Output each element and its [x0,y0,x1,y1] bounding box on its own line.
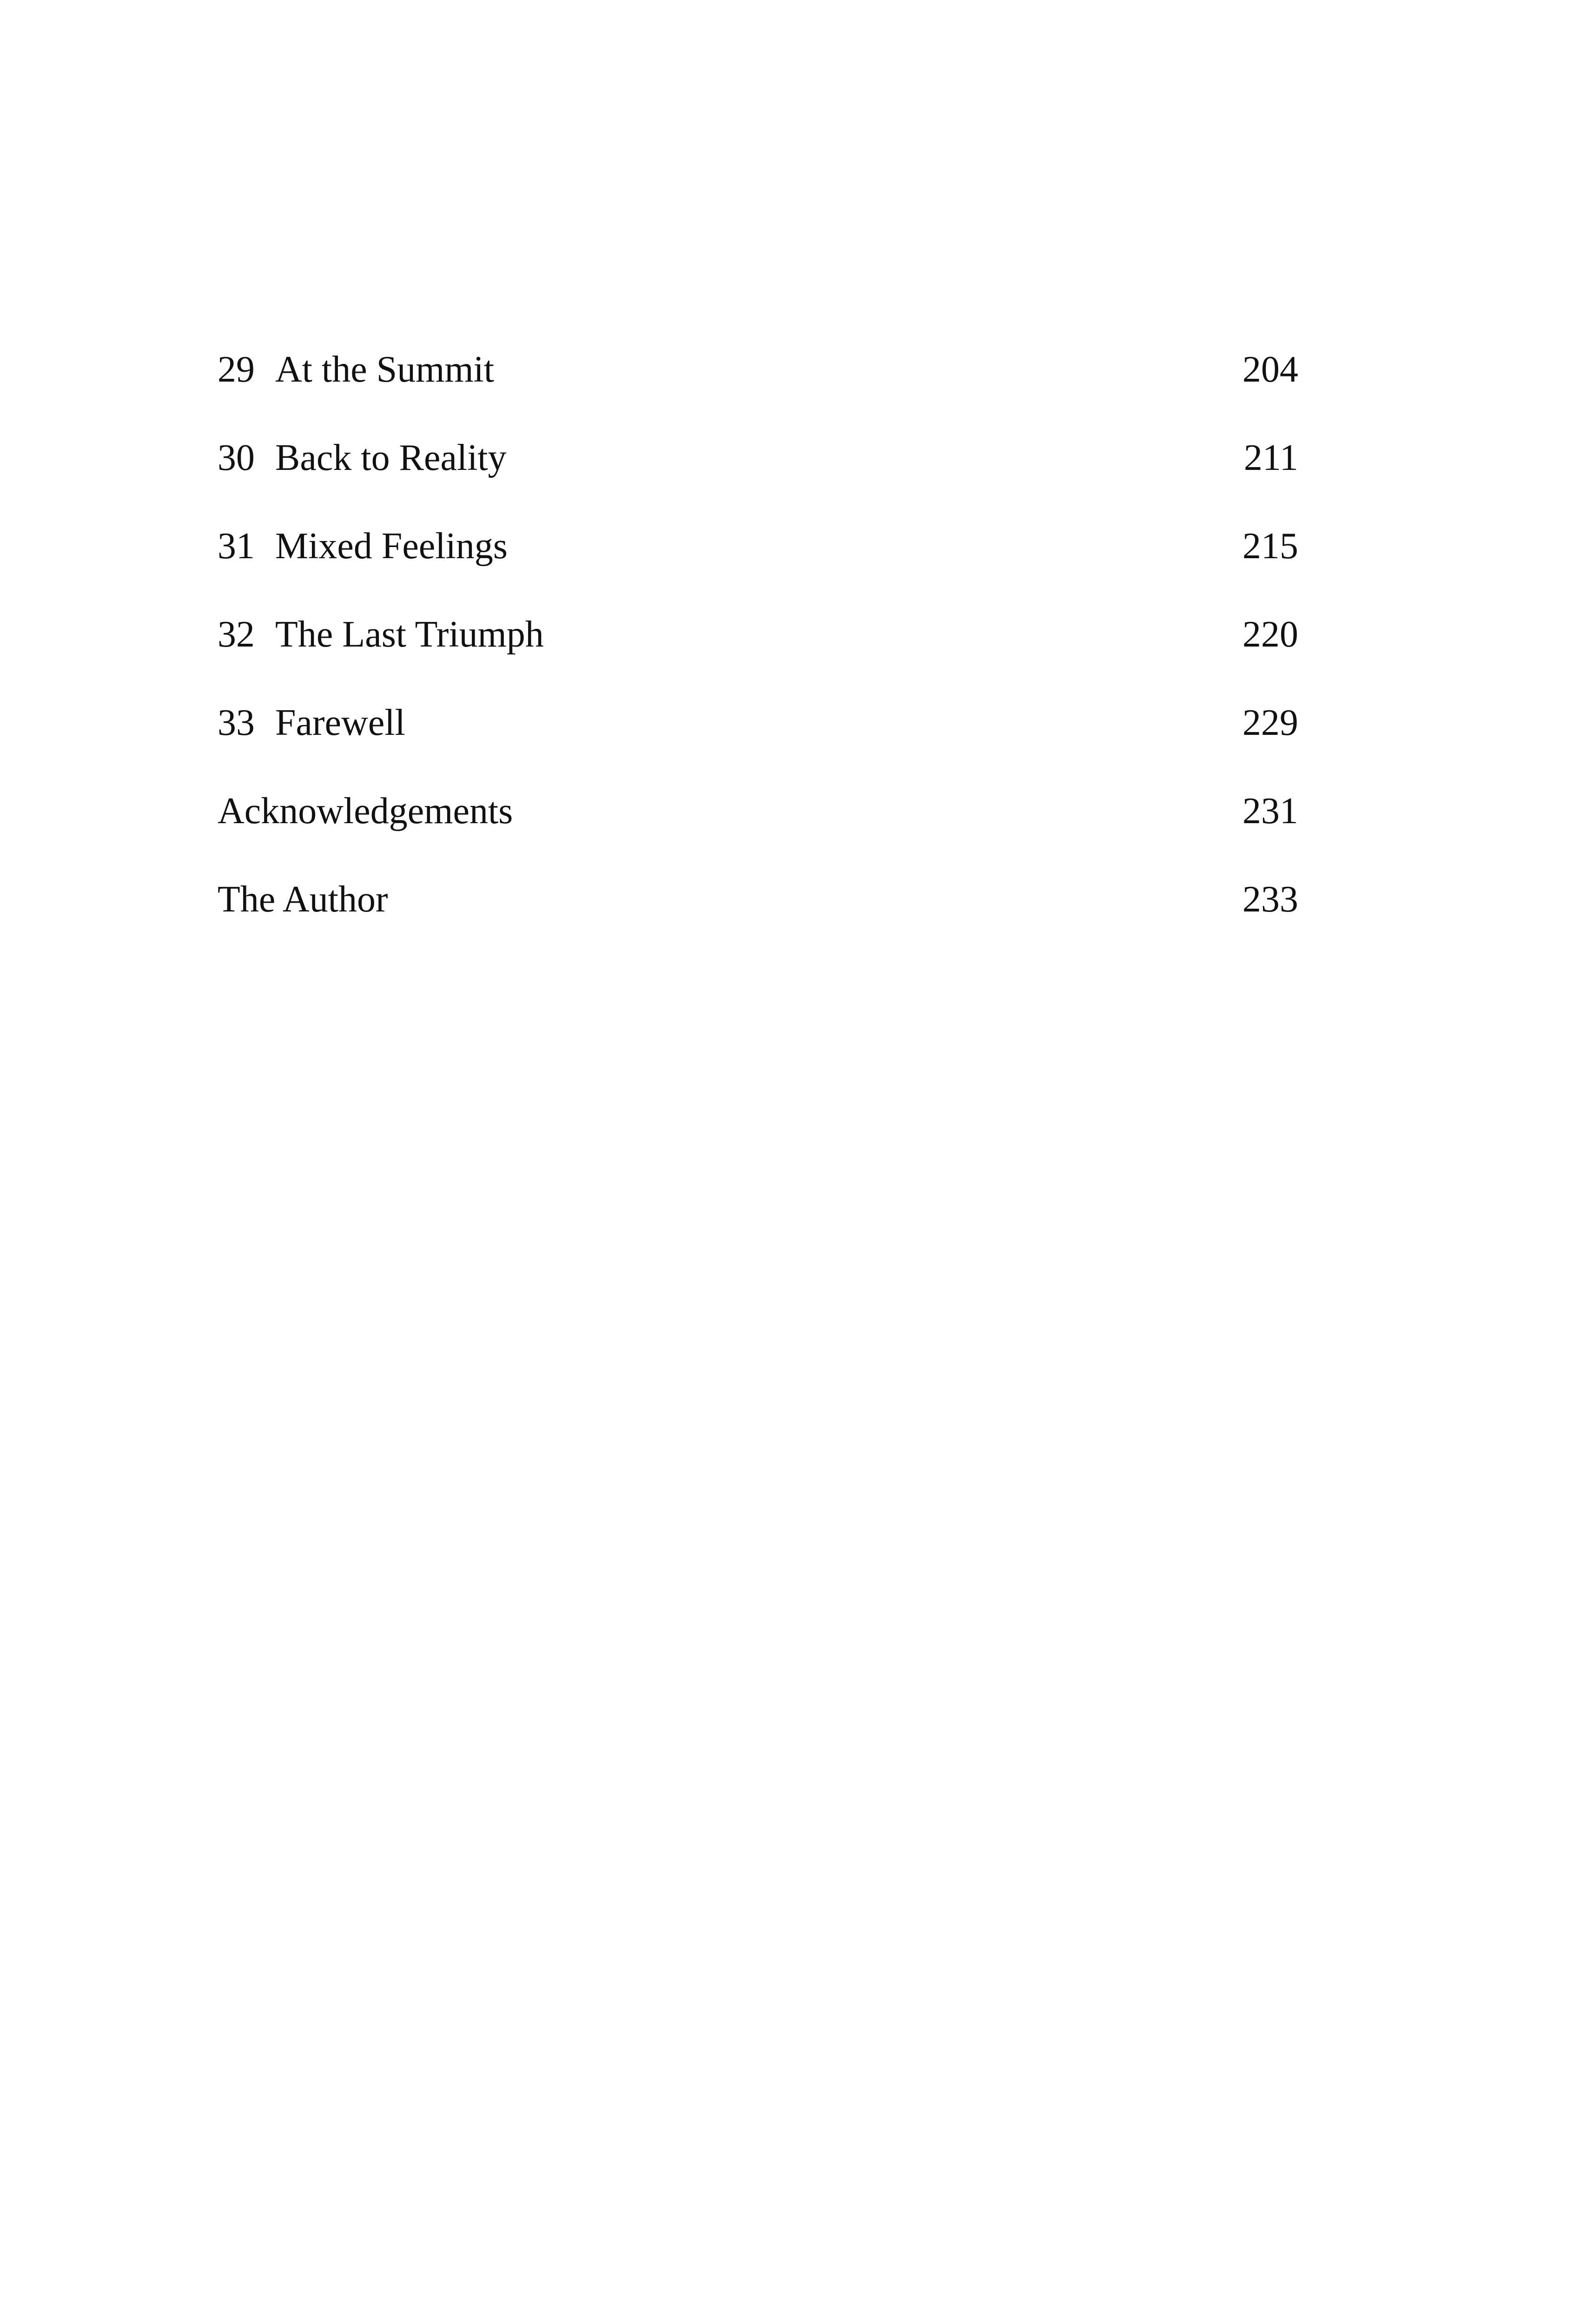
toc-entry-left [218,351,494,388]
page-number: 233 [1242,879,1298,920]
chapter-title: The Last Triumph [275,614,544,655]
page-number: 215 [1242,526,1298,567]
section-title: The Author [218,879,388,920]
chapter-number: 29 [218,349,255,390]
toc-entry-left [218,792,513,830]
toc-entry-the-author[interactable] [218,855,1298,944]
section-title: Acknowledgements [218,791,513,832]
toc-entry-left [218,881,388,918]
page-number: 211 [1243,437,1298,478]
toc-entry-left [218,616,544,653]
toc-entry-33[interactable] [218,679,1298,767]
page-number: 229 [1242,702,1298,743]
chapter-title: Farewell [275,702,405,743]
toc-entry-31[interactable] [218,502,1298,590]
chapter-title: Back to Reality [275,437,507,478]
toc-entry-30[interactable] [218,414,1298,502]
chapter-title: At the Summit [275,349,495,390]
toc-entry-acknowledgements[interactable] [218,767,1298,855]
page-number: 231 [1242,791,1298,832]
chapter-number: 32 [218,614,255,655]
toc-entry-left [218,528,508,565]
chapter-number: 33 [218,702,255,743]
page-number: 204 [1242,349,1298,390]
toc-entry-left [218,439,507,476]
toc-entry-29[interactable] [218,325,1298,414]
chapter-title: Mixed Feelings [275,526,508,567]
toc-entry-left [218,704,405,741]
toc-entry-32[interactable] [218,590,1298,679]
page-number: 220 [1242,614,1298,655]
chapter-number: 31 [218,526,255,567]
table-of-contents [218,325,1298,944]
chapter-number: 30 [218,437,255,478]
